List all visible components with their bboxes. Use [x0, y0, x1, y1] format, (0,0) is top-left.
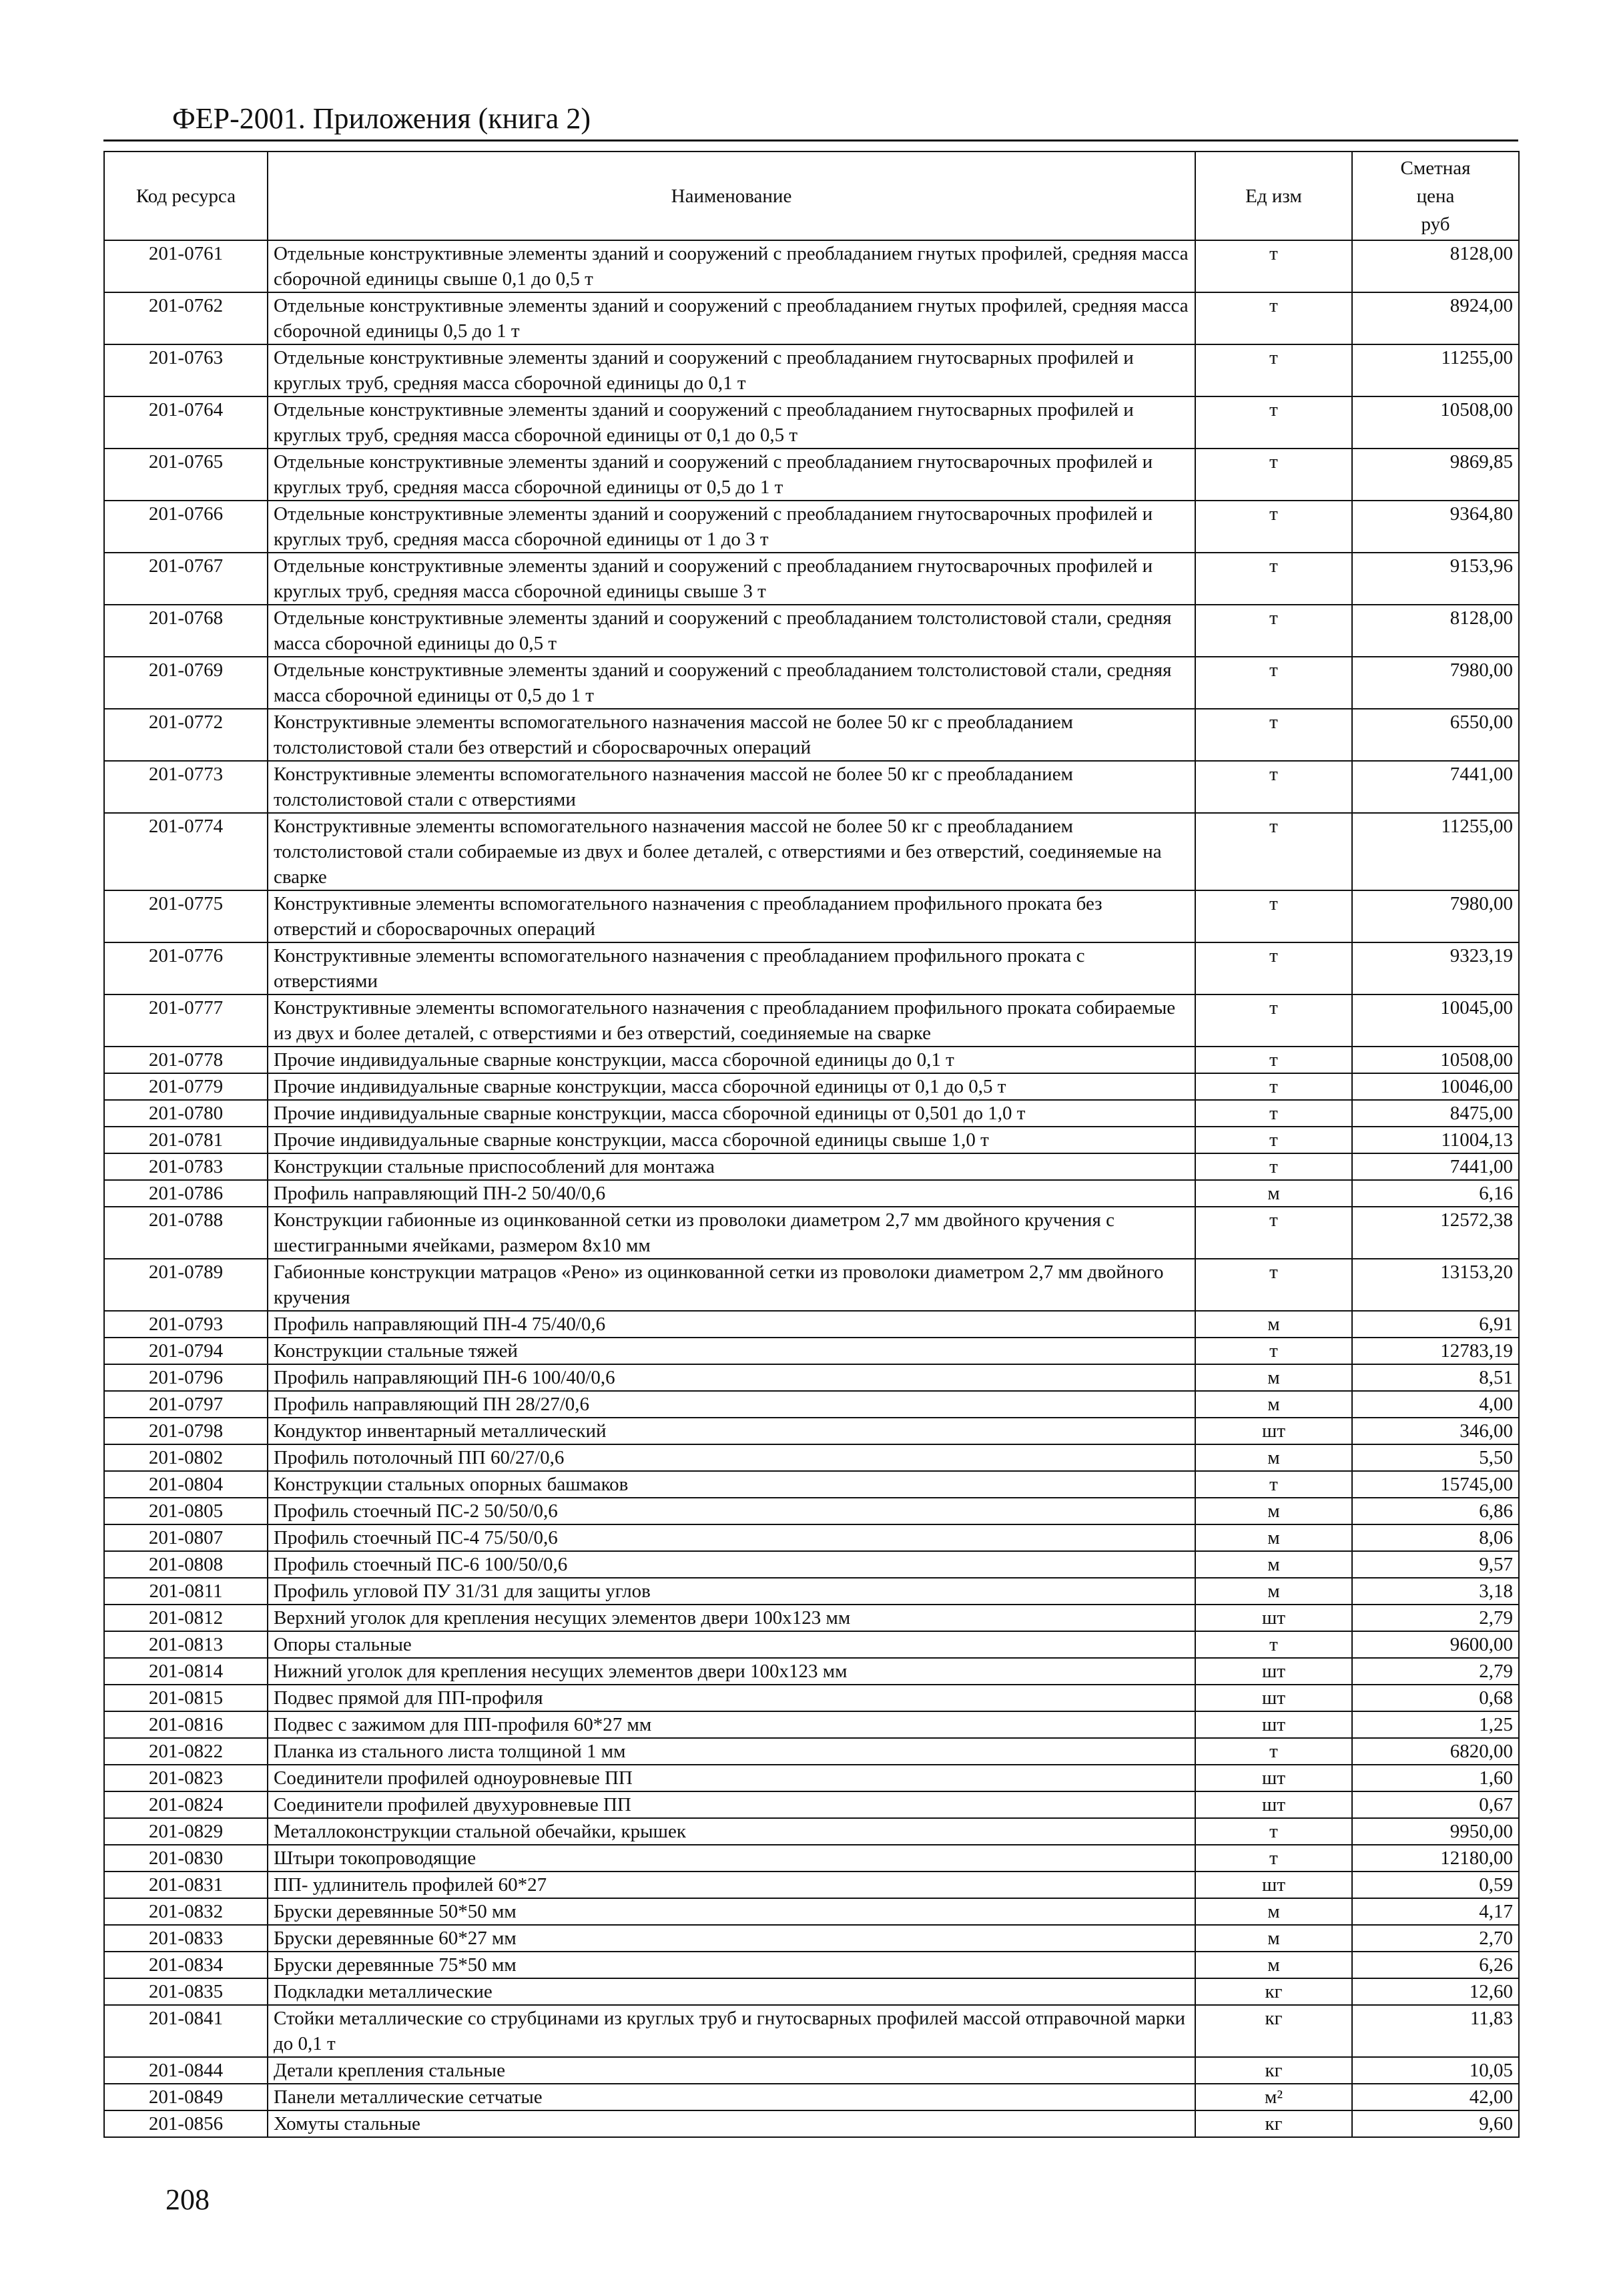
cell-price: 42,00: [1352, 2084, 1519, 2110]
cell-price: 6,16: [1352, 1180, 1519, 1207]
table-row: [104, 1338, 1519, 1364]
cell-name: Конструктивные элементы вспомогательного назначения массой не более 50 кг с преобладанием толстолистовой стали собираемые из двух и более деталей, с отверстиями и без отверстий, соединяемые на сварке: [268, 813, 1195, 890]
page-number: 208: [166, 2183, 210, 2216]
cell-price: 6,86: [1352, 1498, 1519, 1524]
cell-price: 10046,00: [1352, 1073, 1519, 1100]
cell-code: 201-0775: [104, 890, 268, 942]
cell-code: 201-0808: [104, 1551, 268, 1578]
table-row: [104, 1898, 1519, 1925]
table-row: [104, 2005, 1519, 2057]
column-header-name: Наименование: [268, 152, 1195, 240]
cell-price: 9364,80: [1352, 501, 1519, 553]
cell-name: Прочие индивидуальные сварные конструкции, масса сборочной единицы от 0,501 до 1,0 т: [268, 1100, 1195, 1127]
cell-code: 201-0774: [104, 813, 268, 890]
cell-unit: т: [1195, 1207, 1352, 1259]
cell-code: 201-0769: [104, 657, 268, 709]
cell-name: Профиль стоечный ПС-2 50/50/0,6: [268, 1498, 1195, 1524]
cell-code: 201-0856: [104, 2110, 268, 2137]
cell-name: Конструктивные элементы вспомогательного назначения массой не более 50 кг с преобладанием толстолистовой стали без отверстий и сборосварочных операций: [268, 709, 1195, 761]
table-row: [104, 1153, 1519, 1180]
table-header-row: [104, 152, 1519, 240]
cell-name: Профиль стоечный ПС-4 75/50/0,6: [268, 1524, 1195, 1551]
cell-code: 201-0778: [104, 1047, 268, 1073]
cell-name: Отдельные конструктивные элементы зданий и сооружений с преобладанием гнутосварочных профилей и круглых труб, средняя масса сборочной единицы от 0,5 до 1 т: [268, 449, 1195, 501]
table-row: [104, 1391, 1519, 1418]
cell-name: Профиль направляющий ПН-6 100/40/0,6: [268, 1364, 1195, 1391]
cell-name: Бруски деревянные 50*50 мм: [268, 1898, 1195, 1925]
cell-code: 201-0767: [104, 553, 268, 605]
cell-code: 201-0802: [104, 1444, 268, 1471]
cell-code: 201-0780: [104, 1100, 268, 1127]
table-row: [104, 1364, 1519, 1391]
cell-price: 9,57: [1352, 1551, 1519, 1578]
cell-price: 8128,00: [1352, 605, 1519, 657]
cell-name: Отдельные конструктивные элементы зданий и сооружений с преобладанием гнутосварочных профилей и круглых труб, средняя масса сборочной единицы от 1 до 3 т: [268, 501, 1195, 553]
table-row: [104, 1711, 1519, 1738]
cell-unit: т: [1195, 813, 1352, 890]
cell-price: 7980,00: [1352, 657, 1519, 709]
cell-unit: т: [1195, 657, 1352, 709]
table-row: [104, 1207, 1519, 1259]
cell-name: Стойки металлические со струбцинами из круглых труб и гнутосварных профилей массой отправочной марки до 0,1 т: [268, 2005, 1195, 2057]
column-header-unit: Ед изм: [1195, 152, 1352, 240]
cell-price: 15745,00: [1352, 1471, 1519, 1498]
cell-price: 0,68: [1352, 1685, 1519, 1711]
cell-name: Нижний уголок для крепления несущих элементов двери 100x123 мм: [268, 1658, 1195, 1685]
cell-name: Панели металлические сетчатые: [268, 2084, 1195, 2110]
cell-unit: м: [1195, 1898, 1352, 1925]
cell-unit: шт: [1195, 1605, 1352, 1631]
table-row: [104, 344, 1519, 396]
cell-price: 1,25: [1352, 1711, 1519, 1738]
cell-unit: м: [1195, 1311, 1352, 1338]
cell-unit: шт: [1195, 1872, 1352, 1898]
cell-code: 201-0823: [104, 1765, 268, 1791]
cell-name: Прочие индивидуальные сварные конструкции, масса сборочной единицы свыше 1,0 т: [268, 1127, 1195, 1153]
cell-code: 201-0789: [104, 1259, 268, 1311]
column-header-price-line1: Сметная: [1400, 157, 1471, 179]
cell-price: 10045,00: [1352, 994, 1519, 1047]
cell-name: Бруски деревянные 75*50 мм: [268, 1952, 1195, 1978]
cell-price: 9600,00: [1352, 1631, 1519, 1658]
cell-price: 7980,00: [1352, 890, 1519, 942]
cell-name: Конструкции стальные приспособлений для монтажа: [268, 1153, 1195, 1180]
cell-price: 8128,00: [1352, 240, 1519, 292]
table-row: [104, 1551, 1519, 1578]
cell-price: 8,06: [1352, 1524, 1519, 1551]
table-row: [104, 1047, 1519, 1073]
cell-name: ПП- удлинитель профилей 60*27: [268, 1872, 1195, 1898]
cell-code: 201-0832: [104, 1898, 268, 1925]
cell-code: 201-0768: [104, 605, 268, 657]
cell-price: 7441,00: [1352, 761, 1519, 813]
cell-unit: т: [1195, 396, 1352, 449]
cell-code: 201-0781: [104, 1127, 268, 1153]
cell-code: 201-0849: [104, 2084, 268, 2110]
cell-code: 201-0763: [104, 344, 268, 396]
cell-code: 201-0829: [104, 1818, 268, 1845]
cell-name: Металлоконструкции стальной обечайки, крышек: [268, 1818, 1195, 1845]
cell-unit: т: [1195, 1845, 1352, 1872]
cell-name: Подкладки металлические: [268, 1978, 1195, 2005]
cell-name: Штыри токопроводящие: [268, 1845, 1195, 1872]
cell-code: 201-0788: [104, 1207, 268, 1259]
cell-price: 11255,00: [1352, 813, 1519, 890]
table-row: [104, 1100, 1519, 1127]
table-row: [104, 1631, 1519, 1658]
cell-unit: шт: [1195, 1791, 1352, 1818]
cell-unit: м: [1195, 1180, 1352, 1207]
cell-unit: т: [1195, 292, 1352, 344]
cell-unit: шт: [1195, 1685, 1352, 1711]
cell-price: 9153,96: [1352, 553, 1519, 605]
cell-price: 8924,00: [1352, 292, 1519, 344]
cell-price: 6,26: [1352, 1952, 1519, 1978]
cell-name: Габионные конструкции матрацов «Рено» из оцинкованной сетки из проволоки диаметром 2,7 мм двойного кручения: [268, 1259, 1195, 1311]
cell-price: 7441,00: [1352, 1153, 1519, 1180]
cell-name: Отдельные конструктивные элементы зданий и сооружений с преобладанием толстолистовой стали, средняя масса сборочной единицы от 0,5 до 1 т: [268, 657, 1195, 709]
table-row: [104, 1845, 1519, 1872]
cell-name: Конструктивные элементы вспомогательного назначения массой не более 50 кг с преобладанием толстолистовой стали с отверстиями: [268, 761, 1195, 813]
table-row: [104, 1259, 1519, 1311]
cell-code: 201-0834: [104, 1952, 268, 1978]
cell-name: Отдельные конструктивные элементы зданий и сооружений с преобладанием гнутосварных профилей и круглых труб, средняя масса сборочной единицы от 0,1 до 0,5 т: [268, 396, 1195, 449]
cell-code: 201-0822: [104, 1738, 268, 1765]
column-header-price-line2: цена: [1416, 185, 1455, 207]
cell-code: 201-0811: [104, 1578, 268, 1605]
cell-unit: м: [1195, 1551, 1352, 1578]
table-row: [104, 1073, 1519, 1100]
table-row: [104, 396, 1519, 449]
cell-code: 201-0796: [104, 1364, 268, 1391]
table-row: [104, 449, 1519, 501]
cell-price: 3,18: [1352, 1578, 1519, 1605]
cell-code: 201-0844: [104, 2057, 268, 2084]
cell-unit: т: [1195, 1738, 1352, 1765]
cell-code: 201-0762: [104, 292, 268, 344]
table-row: [104, 1685, 1519, 1711]
table-row: [104, 1818, 1519, 1845]
cell-code: 201-0841: [104, 2005, 268, 2057]
cell-code: 201-0816: [104, 1711, 268, 1738]
cell-name: Профиль направляющий ПН-4 75/40/0,6: [268, 1311, 1195, 1338]
cell-price: 6,91: [1352, 1311, 1519, 1338]
cell-price: 11255,00: [1352, 344, 1519, 396]
table-row: [104, 994, 1519, 1047]
cell-code: 201-0783: [104, 1153, 268, 1180]
cell-price: 12180,00: [1352, 1845, 1519, 1872]
table-row: [104, 1791, 1519, 1818]
cell-unit: т: [1195, 1047, 1352, 1073]
cell-unit: м: [1195, 1444, 1352, 1471]
cell-name: Отдельные конструктивные элементы зданий и сооружений с преобладанием гнутых профилей, средняя масса сборочной единицы свыше 0,1 до 0,5 т: [268, 240, 1195, 292]
table-row: [104, 1498, 1519, 1524]
table-row: [104, 1578, 1519, 1605]
cell-unit: т: [1195, 344, 1352, 396]
cell-unit: т: [1195, 1818, 1352, 1845]
cell-code: 201-0777: [104, 994, 268, 1047]
cell-name: Конструктивные элементы вспомогательного назначения с преобладанием профильного проката собираемые из двух и более деталей, с отверстиями и без отверстий, соединяемые на сварке: [268, 994, 1195, 1047]
table-row: [104, 1925, 1519, 1952]
cell-code: 201-0793: [104, 1311, 268, 1338]
table-row: [104, 553, 1519, 605]
cell-unit: кг: [1195, 2057, 1352, 2084]
cell-name: Соединители профилей двухуровневые ПП: [268, 1791, 1195, 1818]
cell-code: 201-0824: [104, 1791, 268, 1818]
cell-unit: т: [1195, 553, 1352, 605]
cell-code: 201-0804: [104, 1471, 268, 1498]
cell-name: Соединители профилей одноуровневые ПП: [268, 1765, 1195, 1791]
cell-name: Конструктивные элементы вспомогательного назначения с преобладанием профильного проката без отверстий и сборосварочных операций: [268, 890, 1195, 942]
cell-code: 201-0766: [104, 501, 268, 553]
cell-code: 201-0807: [104, 1524, 268, 1551]
cell-name: Планка из стального листа толщиной 1 мм: [268, 1738, 1195, 1765]
cell-code: 201-0794: [104, 1338, 268, 1364]
cell-name: Прочие индивидуальные сварные конструкции, масса сборочной единицы до 0,1 т: [268, 1047, 1195, 1073]
cell-unit: т: [1195, 1471, 1352, 1498]
cell-unit: шт: [1195, 1765, 1352, 1791]
cell-price: 8475,00: [1352, 1100, 1519, 1127]
cell-price: 346,00: [1352, 1418, 1519, 1444]
cell-unit: т: [1195, 994, 1352, 1047]
column-header-code: Код ресурса: [104, 152, 268, 240]
cell-code: 201-0797: [104, 1391, 268, 1418]
resource-price-table: [103, 151, 1520, 2138]
cell-code: 201-0765: [104, 449, 268, 501]
cell-price: 11004,13: [1352, 1127, 1519, 1153]
table-row: [104, 890, 1519, 942]
cell-unit: т: [1195, 761, 1352, 813]
table-row: [104, 1418, 1519, 1444]
cell-name: Отдельные конструктивные элементы зданий и сооружений с преобладанием гнутосварочных профилей и круглых труб, средняя масса сборочной единицы свыше 3 т: [268, 553, 1195, 605]
cell-name: Отдельные конструктивные элементы зданий и сооружений с преобладанием гнутосварных профилей и круглых труб, средняя масса сборочной единицы до 0,1 т: [268, 344, 1195, 396]
cell-unit: кг: [1195, 1978, 1352, 2005]
cell-unit: т: [1195, 1631, 1352, 1658]
cell-price: 12,60: [1352, 1978, 1519, 2005]
cell-unit: т: [1195, 709, 1352, 761]
cell-price: 1,60: [1352, 1765, 1519, 1791]
cell-name: Детали крепления стальные: [268, 2057, 1195, 2084]
table-row: [104, 1952, 1519, 1978]
cell-price: 9869,85: [1352, 449, 1519, 501]
cell-unit: м: [1195, 1391, 1352, 1418]
cell-price: 12572,38: [1352, 1207, 1519, 1259]
cell-code: 201-0798: [104, 1418, 268, 1444]
cell-code: 201-0772: [104, 709, 268, 761]
cell-name: Профиль направляющий ПН 28/27/0,6: [268, 1391, 1195, 1418]
table-row: [104, 1872, 1519, 1898]
table-row: [104, 292, 1519, 344]
cell-name: Конструкции габионные из оцинкованной сетки из проволоки диаметром 2,7 мм двойного кручения с шестигранными ячейками, размером 8x10 мм: [268, 1207, 1195, 1259]
cell-name: Профиль угловой ПУ 31/31 для защиты углов: [268, 1578, 1195, 1605]
table-row: [104, 501, 1519, 553]
cell-code: 201-0813: [104, 1631, 268, 1658]
table-row: [104, 2084, 1519, 2110]
cell-price: 9950,00: [1352, 1818, 1519, 1845]
cell-price: 2,79: [1352, 1658, 1519, 1685]
cell-price: 4,00: [1352, 1391, 1519, 1418]
cell-name: Отдельные конструктивные элементы зданий и сооружений с преобладанием гнутых профилей, средняя масса сборочной единицы 0,5 до 1 т: [268, 292, 1195, 344]
cell-unit: т: [1195, 449, 1352, 501]
cell-price: 12783,19: [1352, 1338, 1519, 1364]
cell-unit: шт: [1195, 1658, 1352, 1685]
cell-name: Опоры стальные: [268, 1631, 1195, 1658]
table-row: [104, 813, 1519, 890]
table-row: [104, 240, 1519, 292]
cell-code: 201-0830: [104, 1845, 268, 1872]
cell-price: 13153,20: [1352, 1259, 1519, 1311]
cell-name: Подвес с зажимом для ПП-профиля 60*27 мм: [268, 1711, 1195, 1738]
cell-code: 201-0786: [104, 1180, 268, 1207]
cell-unit: м²: [1195, 2084, 1352, 2110]
table-row: [104, 1311, 1519, 1338]
cell-code: 201-0779: [104, 1073, 268, 1100]
table-row: [104, 2057, 1519, 2084]
cell-unit: т: [1195, 1127, 1352, 1153]
column-header-price-line3: руб: [1421, 213, 1450, 235]
cell-price: 4,17: [1352, 1898, 1519, 1925]
table-body: [104, 240, 1519, 2137]
cell-name: Отдельные конструктивные элементы зданий и сооружений с преобладанием толстолистовой стали, средняя масса сборочной единицы до 0,5 т: [268, 605, 1195, 657]
cell-unit: т: [1195, 942, 1352, 994]
cell-unit: т: [1195, 1153, 1352, 1180]
cell-price: 6550,00: [1352, 709, 1519, 761]
table-row: [104, 2110, 1519, 2137]
cell-code: 201-0835: [104, 1978, 268, 2005]
table-row: [104, 1127, 1519, 1153]
cell-name: Профиль стоечный ПС-6 100/50/0,6: [268, 1551, 1195, 1578]
table-row: [104, 761, 1519, 813]
table-row: [104, 1444, 1519, 1471]
cell-price: 8,51: [1352, 1364, 1519, 1391]
table-row: [104, 657, 1519, 709]
cell-unit: м: [1195, 1524, 1352, 1551]
cell-unit: т: [1195, 1073, 1352, 1100]
cell-price: 2,79: [1352, 1605, 1519, 1631]
table-row: [104, 942, 1519, 994]
table-row: [104, 1978, 1519, 2005]
table-row: [104, 1524, 1519, 1551]
cell-price: 2,70: [1352, 1925, 1519, 1952]
cell-code: 201-0831: [104, 1872, 268, 1898]
table-row: [104, 1180, 1519, 1207]
table-row: [104, 605, 1519, 657]
cell-name: Конструкции стальных опорных башмаков: [268, 1471, 1195, 1498]
cell-code: 201-0773: [104, 761, 268, 813]
cell-unit: кг: [1195, 2005, 1352, 2057]
table-row: [104, 1658, 1519, 1685]
cell-unit: т: [1195, 890, 1352, 942]
cell-price: 5,50: [1352, 1444, 1519, 1471]
cell-name: Хомуты стальные: [268, 2110, 1195, 2137]
table-row: [104, 1738, 1519, 1765]
cell-name: Верхний уголок для крепления несущих элементов двери 100x123 мм: [268, 1605, 1195, 1631]
cell-name: Конструктивные элементы вспомогательного назначения с преобладанием профильного проката с отверстиями: [268, 942, 1195, 994]
cell-name: Прочие индивидуальные сварные конструкции, масса сборочной единицы от 0,1 до 0,5 т: [268, 1073, 1195, 1100]
table-row: [104, 1471, 1519, 1498]
cell-unit: м: [1195, 1364, 1352, 1391]
cell-name: Конструкции стальные тяжей: [268, 1338, 1195, 1364]
column-header-price: [1352, 152, 1519, 240]
cell-code: 201-0761: [104, 240, 268, 292]
cell-code: 201-0815: [104, 1685, 268, 1711]
cell-price: 10508,00: [1352, 396, 1519, 449]
cell-unit: шт: [1195, 1418, 1352, 1444]
cell-price: 6820,00: [1352, 1738, 1519, 1765]
table-row: [104, 1605, 1519, 1631]
cell-code: 201-0764: [104, 396, 268, 449]
cell-code: 201-0776: [104, 942, 268, 994]
cell-code: 201-0812: [104, 1605, 268, 1631]
cell-price: 10508,00: [1352, 1047, 1519, 1073]
cell-unit: м: [1195, 1498, 1352, 1524]
cell-unit: т: [1195, 240, 1352, 292]
cell-name: Бруски деревянные 60*27 мм: [268, 1925, 1195, 1952]
cell-name: Подвес прямой для ПП-профиля: [268, 1685, 1195, 1711]
cell-price: 9,60: [1352, 2110, 1519, 2137]
cell-unit: т: [1195, 605, 1352, 657]
cell-unit: м: [1195, 1952, 1352, 1978]
cell-price: 10,05: [1352, 2057, 1519, 2084]
cell-unit: т: [1195, 501, 1352, 553]
cell-unit: кг: [1195, 2110, 1352, 2137]
cell-unit: м: [1195, 1578, 1352, 1605]
cell-unit: т: [1195, 1100, 1352, 1127]
cell-unit: шт: [1195, 1711, 1352, 1738]
cell-name: Профиль направляющий ПН-2 50/40/0,6: [268, 1180, 1195, 1207]
cell-price: 0,67: [1352, 1791, 1519, 1818]
cell-unit: т: [1195, 1338, 1352, 1364]
cell-unit: т: [1195, 1259, 1352, 1311]
cell-name: Профиль потолочный ПП 60/27/0,6: [268, 1444, 1195, 1471]
table-row: [104, 709, 1519, 761]
header-rule: [103, 139, 1518, 141]
cell-price: 11,83: [1352, 2005, 1519, 2057]
page-header: ФЕР-2001. Приложения (книга 2): [172, 102, 591, 135]
cell-name: Кондуктор инвентарный металлический: [268, 1418, 1195, 1444]
cell-price: 0,59: [1352, 1872, 1519, 1898]
cell-code: 201-0805: [104, 1498, 268, 1524]
cell-code: 201-0833: [104, 1925, 268, 1952]
cell-code: 201-0814: [104, 1658, 268, 1685]
cell-price: 9323,19: [1352, 942, 1519, 994]
cell-unit: м: [1195, 1925, 1352, 1952]
table-row: [104, 1765, 1519, 1791]
